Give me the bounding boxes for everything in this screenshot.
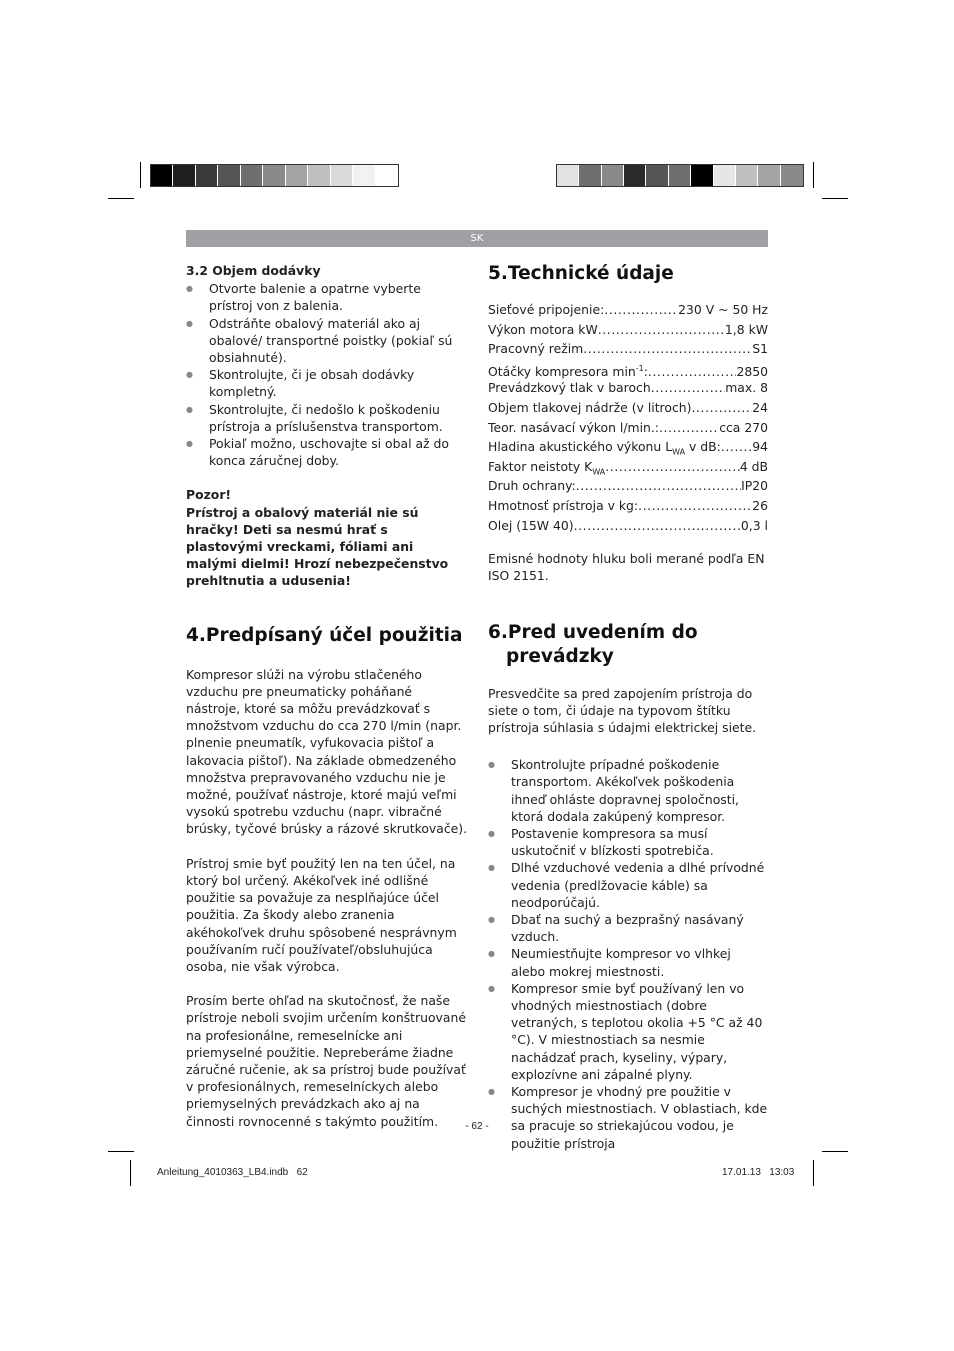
spec-row <box>488 477 768 497</box>
spec-label: Hladina akustického výkonu $L_{WA}$ v dB: <box>488 439 721 457</box>
spec-leader-dots <box>659 419 719 436</box>
color-swatch <box>758 165 780 186</box>
crop-mark <box>813 162 814 188</box>
spec-label: Otáčky kompresora $\min^{-1}$: <box>488 363 648 379</box>
list-item: ● Postavenie kompresora sa musí uskutočniť v blízkosti spotrebiča. <box>488 825 768 859</box>
spec-row <box>488 360 768 380</box>
list-item: ● Skontrolujte prípadné poškodenie transportom. Akékoľvek poškodenia ihneď ohláste dopravnej spoločnosti, ktorá dodala zakúpený kompresor. <box>488 756 768 825</box>
color-swatch <box>173 165 195 186</box>
left-column <box>186 262 468 1130</box>
color-swatch <box>579 165 601 186</box>
section-6-intro: Presvedčite sa pred zapojením prístroja do siete o tom, či údaje na typovom štítku prístroja súhlasia s údajmi elektrickej siete. <box>488 685 757 735</box>
spec-leader-dots <box>604 301 678 318</box>
warning-text: Prístroj a obalový materiál nie sú hračky! Deti sa nesmú hrať s plastovými vreckami, fóliami ani malými dielmi! Hrozí nebezpečenstvo prehltnutia a udusenia! <box>186 504 449 589</box>
spec-label: Teor. nasávací výkon l/min.: <box>488 419 659 435</box>
spec-row <box>488 301 768 321</box>
spec-value: 4 dB <box>739 458 768 474</box>
spec-label: Prevádzkový tlak v baroch <box>488 380 651 396</box>
spec-value: 26 <box>752 497 768 513</box>
spec-row <box>488 438 768 458</box>
spec-label: Olej (15W 40) <box>488 517 574 533</box>
color-bar-left <box>150 164 399 187</box>
spec-leader-dots <box>605 458 740 475</box>
color-swatch <box>646 165 668 186</box>
list-item: ● Otvorte balenie a opatrne vyberte prístroj von z balenia. <box>186 280 468 314</box>
spec-label: Hmotnosť prístroja v kg: <box>488 497 639 513</box>
section-6-title <box>488 621 768 669</box>
purpose-paragraph: Prístroj smie byť použitý len na ten účel, na ktorý bol určený. Akékoľvek iné odlišné použitie sa považuje za nesplňajúce účel použitia. Za škody alebo zranenia akéhokoľvek druhu spôsobené nesprávnym používaním ručí používateľ/obsluhujúca osoba, nie však výrobca. <box>186 855 457 974</box>
spec-row <box>488 458 768 478</box>
color-swatch <box>196 165 218 186</box>
crop-mark <box>108 1151 134 1152</box>
spec-label: Objem tlakovej nádrže (v litroch) <box>488 399 692 415</box>
purpose-paragraph: Prosím berte ohľad na skutočnosť, že naše prístroje neboli svojim určením konštruované na profesionálne, remeselnícke ani priemyselné použitie. Nepreberáme žiadne záručné ručenie, ak sa prístroj bude používať v profesionálnych, remeselníckych alebo priemyselných prevádzkach ako aj na činnosti rovnocenné s takýmto použitím. <box>186 993 466 1129</box>
list-item: ● Skontrolujte, či je obsah dodávky kompletný. <box>186 366 468 400</box>
spec-leader-dots <box>691 399 752 416</box>
color-bar-right <box>556 164 804 187</box>
section-5-title: 5.Technické údaje <box>488 263 674 284</box>
color-swatch <box>669 165 691 186</box>
spec-label: Faktor neistoty $K_{WA}$ <box>488 458 606 477</box>
color-swatch <box>781 165 803 186</box>
section-6-title-line2: prevádzky <box>506 645 614 667</box>
spec-leader-dots <box>638 497 752 514</box>
spec-leader-dots <box>651 379 726 396</box>
right-column <box>488 262 768 1152</box>
spec-value: max. 8 <box>725 380 768 396</box>
language-tag: SK <box>186 230 768 247</box>
color-swatch <box>557 165 579 186</box>
color-swatch <box>263 165 285 186</box>
spec-value: 2850 <box>736 363 768 379</box>
color-swatch <box>376 165 398 186</box>
color-swatch <box>241 165 263 186</box>
spec-value: 24 <box>752 399 768 415</box>
pre-operation-list <box>488 756 768 1152</box>
color-swatch <box>691 165 713 186</box>
crop-mark <box>140 162 141 188</box>
spec-leader-dots <box>648 363 737 380</box>
spec-value: IP20 <box>741 478 768 494</box>
color-swatch <box>736 165 758 186</box>
crop-mark <box>130 1160 131 1186</box>
spec-value: 230 V ~ 50 Hz <box>678 302 768 317</box>
list-item: ● Dlhé vzduchové vedenia a dlhé prívodné vedenia (predlžovacie káble) sa neodporúčajú. <box>488 859 768 911</box>
warning-title: Pozor! <box>186 487 232 503</box>
spec-value: 0,3 l <box>740 517 768 533</box>
color-swatch <box>624 165 646 186</box>
spec-label: Sieťové pripojenie: <box>488 302 605 317</box>
list-item: ● Dbať na suchý a bezprašný nasávaný vzduch. <box>488 911 768 945</box>
spec-row <box>488 497 768 517</box>
list-item: ● Kompresor smie byť používaný len vo vhodných miestnostiach (dobre vetraných, s teplotou okolia +5 °C až 40 °C). V miestnostiach sa nesmie nachádzať prach, kyseliny, výpary, explozívne ani zápalné plyny. <box>488 980 768 1083</box>
spec-row <box>488 399 768 419</box>
crop-mark <box>822 1151 848 1152</box>
spec-leader-dots <box>583 340 752 357</box>
spec-label: Druh ochrany: <box>488 478 576 494</box>
crop-mark <box>813 1160 814 1186</box>
color-swatch <box>218 165 240 186</box>
noise-note: Emisné hodnoty hluku boli merané podľa EN ISO 2151. <box>488 551 765 584</box>
section-6-title-line1: 6.Pred uvedením do <box>488 621 698 643</box>
footer-file: Anleitung_4010363_LB4.indb 62 <box>157 1167 308 1178</box>
spec-value: cca 270 <box>719 419 768 435</box>
color-swatch <box>602 165 624 186</box>
color-swatch <box>286 165 308 186</box>
spec-leader-dots <box>598 321 725 338</box>
color-swatch <box>151 165 173 186</box>
spec-leader-dots <box>574 517 741 534</box>
spec-leader-dots <box>721 438 752 455</box>
spec-row <box>488 321 768 341</box>
color-swatch <box>308 165 330 186</box>
list-item: ● Pokiaľ možno, uschovajte si obal až do konca záručnej doby. <box>186 435 468 469</box>
spec-table <box>488 301 768 536</box>
delivery-scope-list <box>186 280 468 469</box>
spec-value: S1 <box>752 341 768 357</box>
crop-mark <box>822 198 848 199</box>
crop-mark <box>108 198 134 199</box>
spec-row <box>488 340 768 360</box>
page-number: - 62 - <box>465 1121 489 1132</box>
color-swatch <box>353 165 375 186</box>
list-item: ● Kompresor je vhodný pre použitie v suchých miestnostiach. V oblastiach, kde sa pracuje so striekajúcou vodou, je použitie prístroja <box>488 1083 768 1152</box>
section-3-2-title: 3.2 Objem dodávky <box>186 263 321 278</box>
spec-label: Pracovný režim <box>488 341 584 357</box>
spec-row <box>488 419 768 439</box>
list-item: ● Skontrolujte, či nedošlo k poškodeniu prístroja a príslušenstva transportom. <box>186 401 468 435</box>
spec-leader-dots <box>576 477 741 494</box>
list-item: ● Neumiestňujte kompresor vo vlhkej alebo mokrej miestnosti. <box>488 945 768 979</box>
spec-value: 1,8 kW <box>724 321 768 337</box>
purpose-paragraph: Kompresor slúži na výrobu stlačeného vzduchu pre pneumaticky poháňané nástroje, ktoré sa môžu prevádzkovať s množstvom vzduchu do cca 270 l/min (napr. plnenie pneumatík, vyfukovacia pištoľ a lakovacia pištoľ). Na základe obmedzeného množstva prepravovaného vzduchu nie je možné, používať nástroje, ktoré majú veľmi vysokú spotrebu vzduchu (napr. vibračné brúsky, tyčové brúsky a rázové skrutkovače). <box>186 666 468 837</box>
footer-date: 17.01.13 13:03 <box>722 1167 795 1178</box>
spec-label: Výkon motora kW <box>488 321 598 337</box>
section-4-title: 4.Predpísaný účel použitia <box>186 624 463 646</box>
spec-row <box>488 379 768 399</box>
spec-row <box>488 517 768 537</box>
color-swatch <box>714 165 736 186</box>
list-item: ● Odstráňte obalový materiál ako aj obalové/ transportné poistky (pokiaľ sú obsiahnuté). <box>186 315 468 367</box>
spec-value: 94 <box>752 439 768 455</box>
color-swatch <box>331 165 353 186</box>
